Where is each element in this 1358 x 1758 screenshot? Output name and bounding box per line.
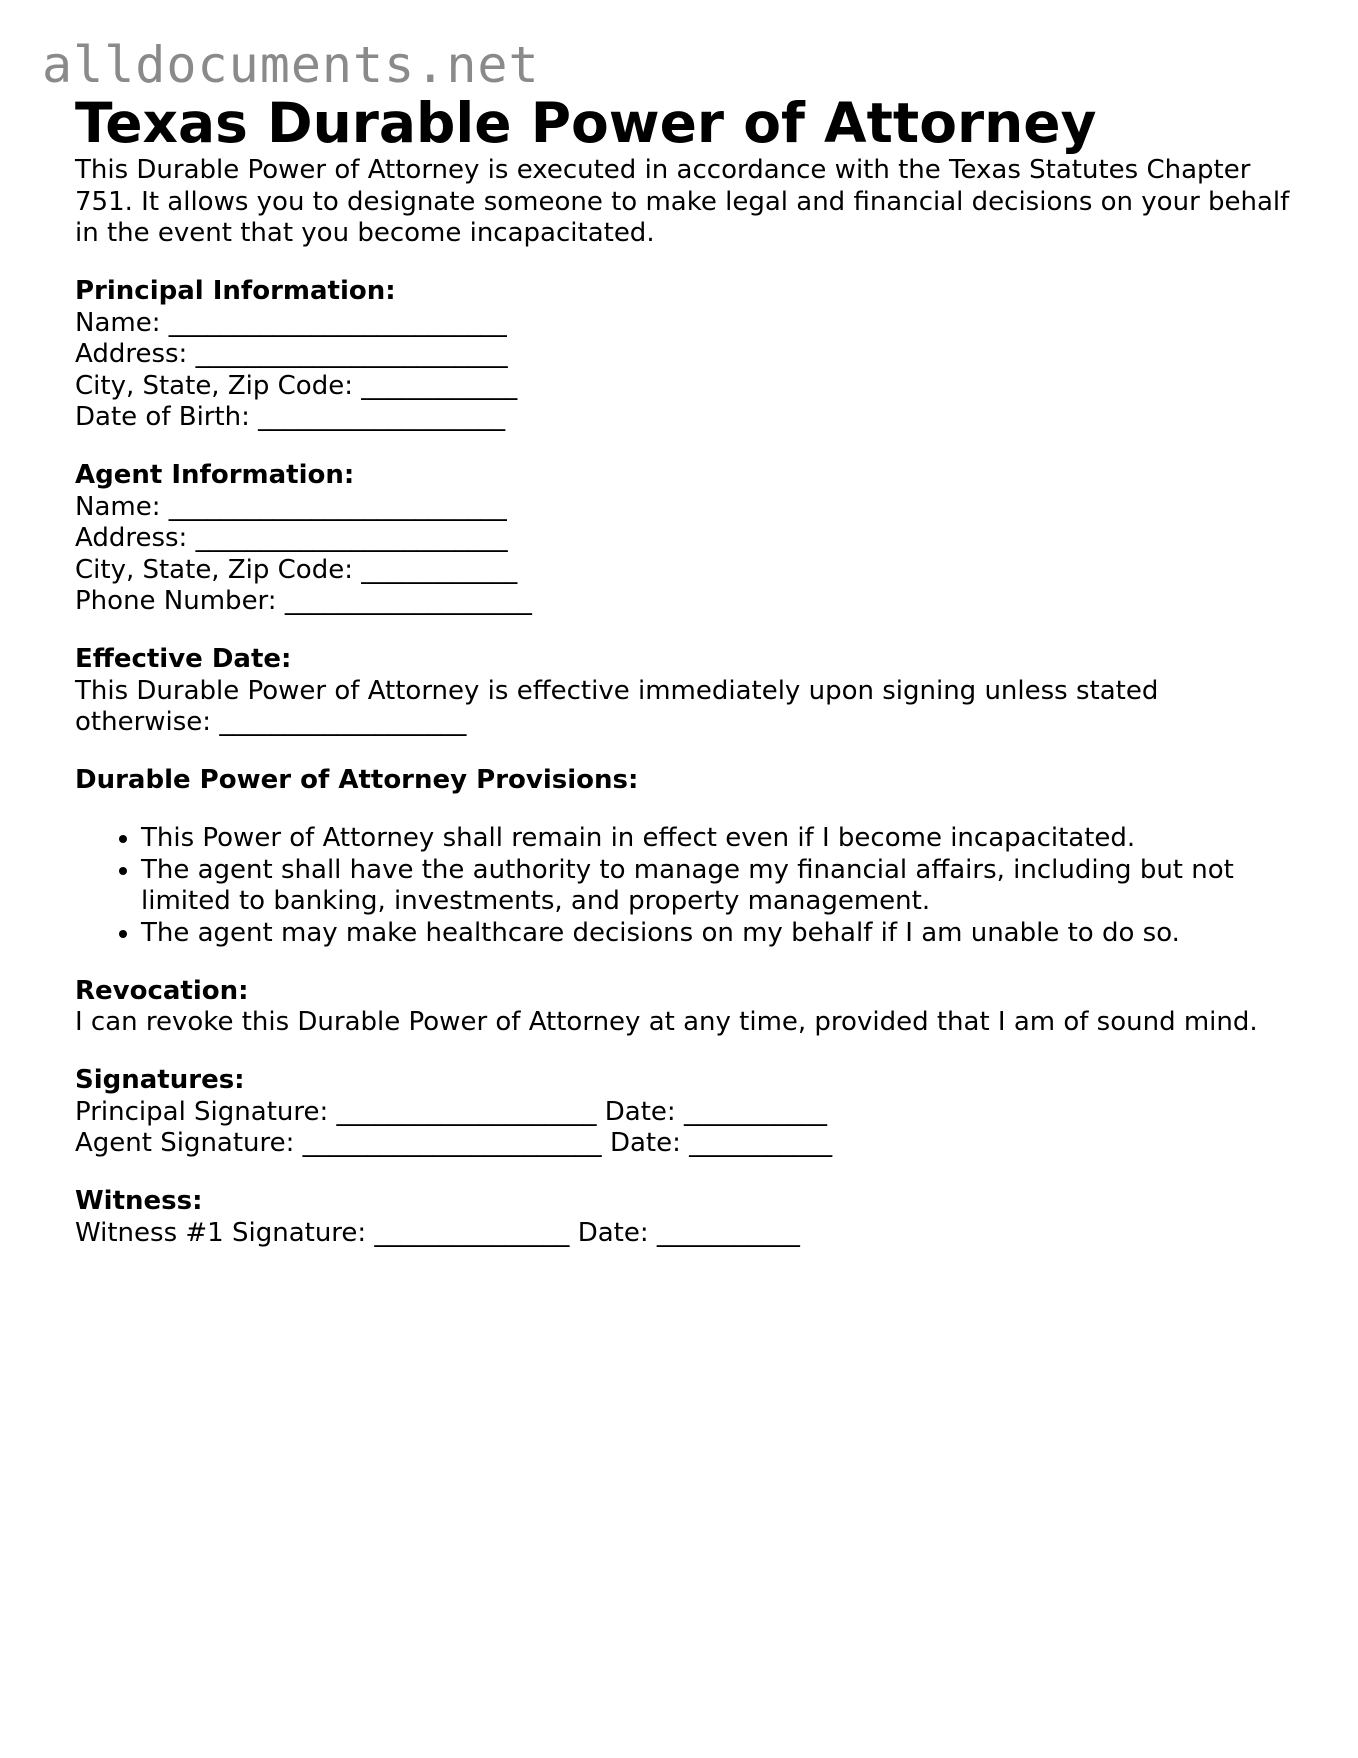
principal-city-field[interactable]: City, State, Zip Code: ____________ <box>75 370 518 401</box>
principal-address-field[interactable]: Address: ________________________ <box>75 339 508 370</box>
agent-signature-field[interactable]: Agent Signature: _______________________ Date: ___________ <box>75 1128 833 1159</box>
list-item: • This Power of Attorney shall remain in effect even if I become incapacitated. <box>141 823 1295 855</box>
agent-heading: Agent Information: <box>75 460 355 491</box>
provisions-list <box>75 823 1295 949</box>
principal-heading: Principal Information: <box>75 276 396 307</box>
witness-heading: Witness: <box>75 1186 203 1217</box>
intro-paragraph: This Durable Power of Attorney is executed in accordance with the Texas Statutes Chapter 751. It allows you to designate someone to make legal and financial decisions on your behalf in the event that you become incapacitated. <box>75 155 1290 249</box>
principal-dob-field[interactable]: Date of Birth: ___________________ <box>75 402 506 433</box>
watermark: alldocuments.net <box>42 36 540 94</box>
list-item: • The agent may make healthcare decisions on my behalf if I am unable to do so. <box>141 918 1295 950</box>
document-title: Texas Durable Power of Attorney <box>75 91 1097 155</box>
agent-address-field[interactable]: Address: ________________________ <box>75 523 508 554</box>
agent-phone-field[interactable]: Phone Number: ___________________ <box>75 586 532 617</box>
revocation-heading: Revocation: <box>75 975 249 1006</box>
effective-date-field[interactable]: This Durable Power of Attorney is effective immediately upon signing unless stated otherwise: ___________________ <box>75 675 1159 738</box>
document-page <box>75 92 1295 1249</box>
principal-signature-field[interactable]: Principal Signature: ____________________ Date: ___________ <box>75 1096 827 1127</box>
signatures-heading: Signatures: <box>75 1065 245 1096</box>
provisions-heading: Durable Power of Attorney Provisions: <box>75 765 639 796</box>
principal-name-field[interactable]: Name: __________________________ <box>75 307 507 338</box>
list-item: • The agent shall have the authority to manage my financial affairs, including but not limited to banking, investments, and property management. <box>141 855 1295 918</box>
agent-city-field[interactable]: City, State, Zip Code: ____________ <box>75 554 518 585</box>
effective-date-heading: Effective Date: <box>75 644 292 675</box>
agent-name-field[interactable]: Name: __________________________ <box>75 491 507 522</box>
witness-signature-field[interactable]: Witness #1 Signature: _______________ Date: ___________ <box>75 1217 800 1248</box>
revocation-text: I can revoke this Durable Power of Attorney at any time, provided that I am of sound mind. <box>75 1007 1258 1038</box>
